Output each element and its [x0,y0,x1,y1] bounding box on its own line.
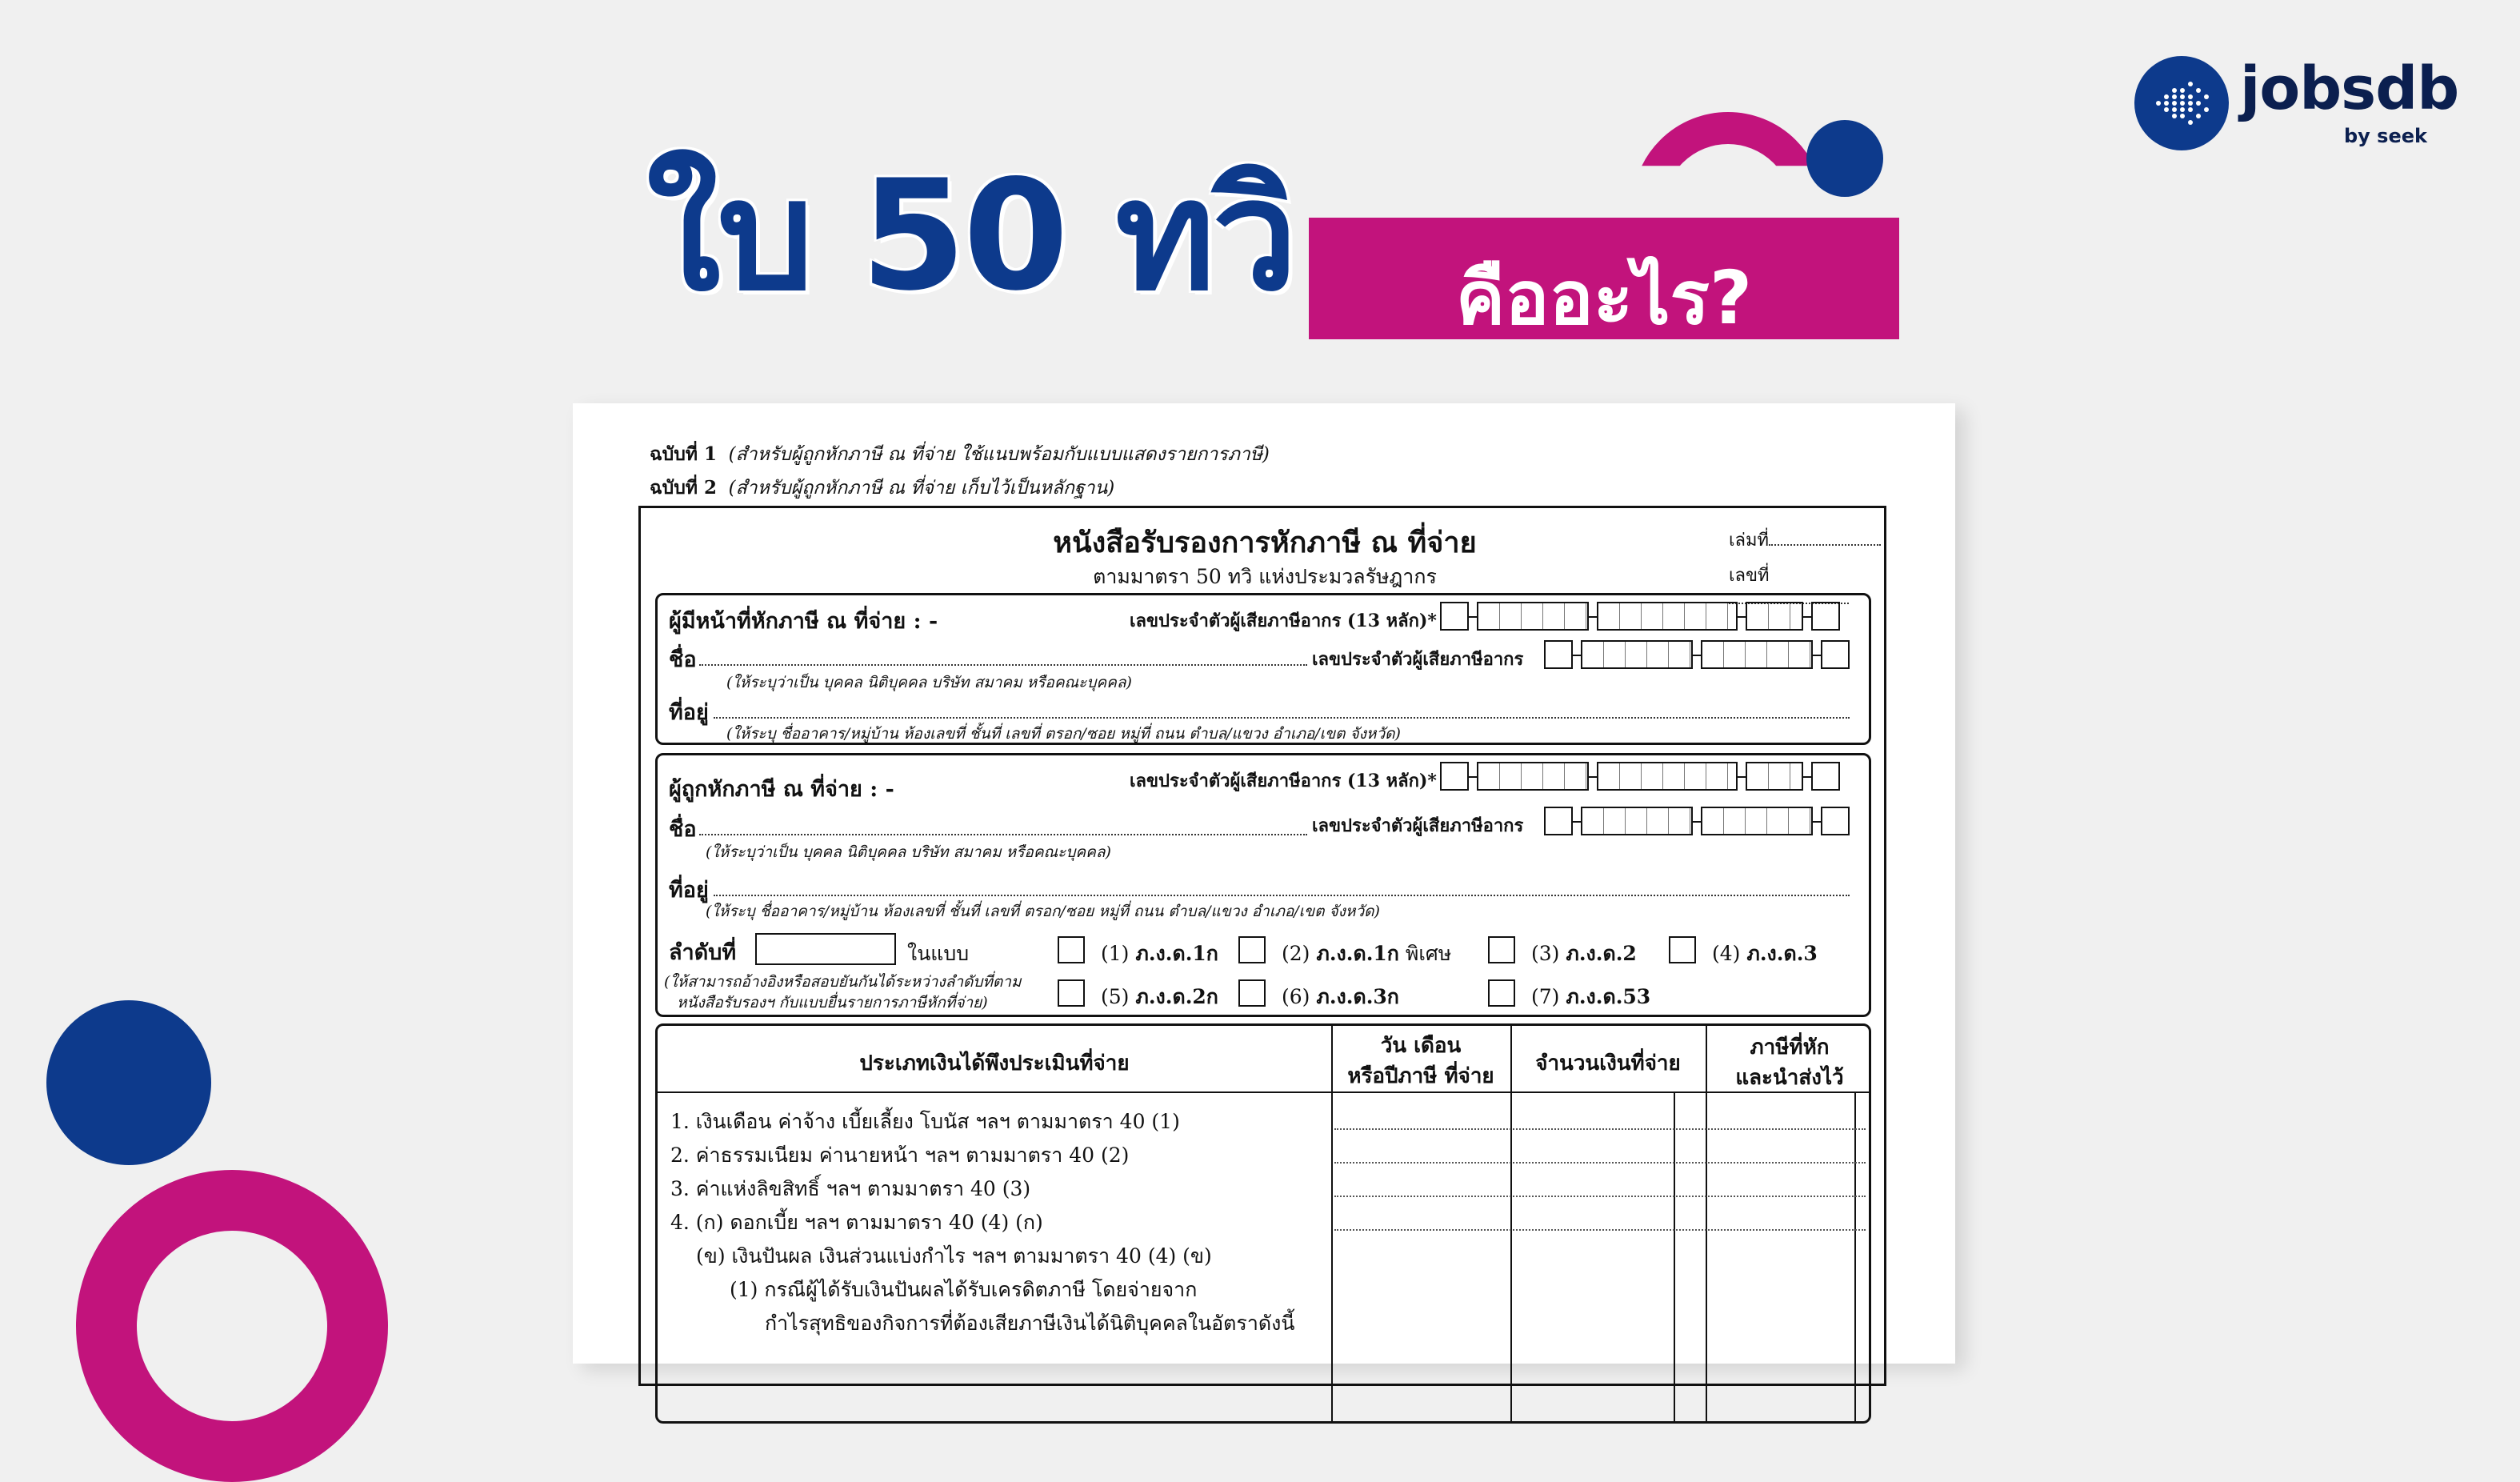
payer-address-label: ที่อยู่ [669,700,709,725]
payee-tin-box-1[interactable] [1544,807,1573,835]
checkbox-pnd53[interactable] [1488,979,1515,1007]
payer-address-line[interactable] [714,717,1850,719]
payer-name-line[interactable] [699,664,1307,666]
table-row: 1. เงินเดือน ค่าจ้าง เบี้ยเลี้ยง โบนัส ฯลฯ ตามมาตรา 40 (1) [670,1110,1180,1133]
payee-tin13-label: เลขประจำตัวผู้เสียภาษีอากร (13 หลัก)* [1130,771,1437,791]
table-row: กำไรสุทธิของกิจการที่ต้องเสียภาษีเงินได้นิติบุคคลในอัตราดังนี้ [765,1312,1295,1335]
table-row: 2. ค่าธรรมเนียม ค่านายหน้า ฯลฯ ตามมาตรา 40 (2) [670,1144,1130,1167]
option-pnd2k: (5) ภ.ง.ด.2ก [1101,985,1218,1008]
checkbox-pnd2k[interactable] [1058,979,1085,1007]
row-fill-line[interactable] [1334,1229,1866,1231]
order-label: ลำดับที่ [669,940,737,965]
copy2-desc: (สำหรับผู้ถูกหักภาษี ณ ที่จ่าย เก็บไว้เป็นหลักฐาน) [728,478,1115,499]
payee-name-label: ชื่อ [669,817,697,842]
copy1-label: ฉบับที่ 1 [650,443,718,465]
tax-certificate-document [573,403,1955,1364]
col-header-tax-2: และนำส่งไว้ [1735,1066,1844,1090]
payer-address-hint: (ให้ระบุ ชื่ออาคาร/หมู่บ้าน ห้องเลขที่ ชั้นที่ เลขที่ ตรอก/ซอย หมู่ที่ ถนน ตำบล/แขวง อำเภอ/เขต จังหวัด) [726,725,1401,743]
payee-tin13-box-4[interactable] [1746,762,1803,791]
payee-heading: ผู้ถูกหักภาษี ณ ที่จ่าย : - [669,777,894,802]
col-header-date-2: หรือปีภาษี ที่จ่าย [1347,1064,1494,1088]
order-hint-2: หนังสือรับรองฯ กับแบบยื่นรายการภาษีหักที่จ่าย) [677,994,988,1011]
form-subtitle: ตามมาตรา 50 ทวิ แห่งประมวลรัษฎากร [1093,565,1437,588]
book-number-field [1729,526,1881,554]
decorative-blue-dot-top [1806,120,1883,197]
payer-tin-box-4[interactable] [1821,640,1850,669]
payee-tin-box-3[interactable] [1701,807,1813,835]
payer-tin-box-2[interactable] [1581,640,1693,669]
checkbox-pnd1k-special[interactable] [1238,936,1266,963]
payer-tin13-box-3[interactable] [1597,602,1738,631]
headline-highlight-box [1309,218,1899,339]
table-row: (ข) เงินปันผล เงินส่วนแบ่งกำไร ฯลฯ ตามมาตรา 40 (4) (ข) [696,1244,1212,1268]
table-row: (1) กรณีผู้ได้รับเงินปันผลได้รับเครดิตภาษี โดยจ่ายจาก [730,1278,1198,1301]
payee-panel [655,753,1871,1017]
logo-byline: by seek [2344,125,2427,147]
payer-tin13-box-1[interactable] [1440,602,1469,631]
table-row: 4. (ก) ดอกเบี้ย ฯลฯ ตามมาตรา 40 (4) (ก) [670,1211,1043,1234]
jobsdb-logo[interactable] [2134,56,2470,152]
copy2-label: ฉบับที่ 2 [650,477,718,499]
decorative-pink-ring-left [76,1170,388,1482]
payee-address-line[interactable] [714,895,1850,896]
checkbox-pnd2[interactable] [1488,936,1515,963]
decorative-blue-circle-left [46,1000,211,1165]
col-header-tax-1: ภาษีที่หัก [1750,1035,1830,1059]
option-pnd53: (7) ภ.ง.ด.53 [1531,985,1651,1008]
row-fill-line[interactable] [1334,1162,1866,1164]
in-form-label: ในแบบ [907,942,970,965]
logo-wordmark: jobsdb [2240,54,2459,123]
option-pnd3: (4) ภ.ง.ด.3 [1712,942,1818,965]
option-pnd3k: (6) ภ.ง.ด.3ก [1282,985,1399,1008]
income-table [655,1023,1871,1424]
headline-title: ใบ 50 ทวิ [646,147,1295,324]
payee-name-hint: (ให้ระบุว่าเป็น บุคคล นิติบุคคล บริษัท สมาคม หรือคณะบุคคล) [706,843,1111,861]
payee-tin13-box-1[interactable] [1440,762,1469,791]
jobsdb-logo-icon [2134,56,2229,150]
payer-tin-box-3[interactable] [1701,640,1813,669]
payer-tin13-box-5[interactable] [1811,602,1840,631]
payee-name-line[interactable] [699,834,1307,835]
book-number-label: เล่มที่ [1729,531,1770,551]
col-header-amount: จำนวนเงินที่จ่าย [1535,1051,1681,1075]
headline-highlight-text: คืออะไร? [1455,255,1753,341]
payer-tin-box-1[interactable] [1544,640,1573,669]
option-pnd1k-special: (2) ภ.ง.ด.1ก พิเศษ [1282,942,1452,965]
option-pnd2: (3) ภ.ง.ด.2 [1531,942,1637,965]
payer-panel [655,593,1871,745]
copy1-line [650,440,1270,469]
form-title: หนังสือรับรองการหักภาษี ณ ที่จ่าย [1053,526,1477,559]
col-header-date-1: วัน เดือน [1380,1034,1462,1058]
payee-tin-box-2[interactable] [1581,807,1693,835]
copy2-line [650,474,1114,503]
payee-tin-label: เลขประจำตัวผู้เสียภาษีอากร [1312,815,1524,836]
payee-address-hint: (ให้ระบุ ชื่ออาคาร/หมู่บ้าน ห้องเลขที่ ชั้นที่ เลขที่ ตรอก/ซอย หมู่ที่ ถนน ตำบล/แขวง อำเภอ/เขต จังหวัด) [706,903,1380,920]
row-fill-line[interactable] [1334,1128,1866,1130]
payee-tin13-box-2[interactable] [1477,762,1589,791]
table-row: 3. ค่าแห่งลิขสิทธิ์ ฯลฯ ตามมาตรา 40 (3) [670,1177,1031,1200]
payer-heading: ผู้มีหน้าที่หักภาษี ณ ที่จ่าย : - [669,609,938,634]
checkbox-pnd3k[interactable] [1238,979,1266,1007]
row-fill-line[interactable] [1334,1196,1866,1197]
payer-tin13-label: เลขประจำตัวผู้เสียภาษีอากร (13 หลัก)* [1130,611,1437,631]
payer-name-label: ชื่อ [669,647,697,672]
copy1-desc: (สำหรับผู้ถูกหักภาษี ณ ที่จ่าย ใช้แนบพร้อมกับแบบแสดงรายการภาษี) [728,444,1270,465]
payee-address-label: ที่อยู่ [669,878,709,903]
payee-tin13-box-3[interactable] [1597,762,1738,791]
col-header-income-type: ประเภทเงินได้พึงประเมินที่จ่าย [859,1051,1130,1075]
payer-tin13-box-2[interactable] [1477,602,1589,631]
payee-tin-box-4[interactable] [1821,807,1850,835]
checkbox-pnd1k[interactable] [1058,936,1085,963]
checkbox-pnd3[interactable] [1669,936,1696,963]
payer-tin13-box-4[interactable] [1746,602,1803,631]
payee-tin13-box-5[interactable] [1811,762,1840,791]
payer-tin-label: เลขประจำตัวผู้เสียภาษีอากร [1312,649,1524,670]
form-frame [638,506,1886,1386]
option-pnd1k: (1) ภ.ง.ด.1ก [1101,942,1218,965]
payer-name-hint: (ให้ระบุว่าเป็น บุคคล นิติบุคคล บริษัท สมาคม หรือคณะบุคคล) [726,674,1132,691]
order-hint-1: (ให้สามารถอ้างอิงหรือสอบยันกันได้ระหว่างลำดับที่ตาม [664,973,1022,991]
doc-number-label: เลขที่ [1729,566,1770,586]
order-number-input[interactable] [755,933,896,965]
